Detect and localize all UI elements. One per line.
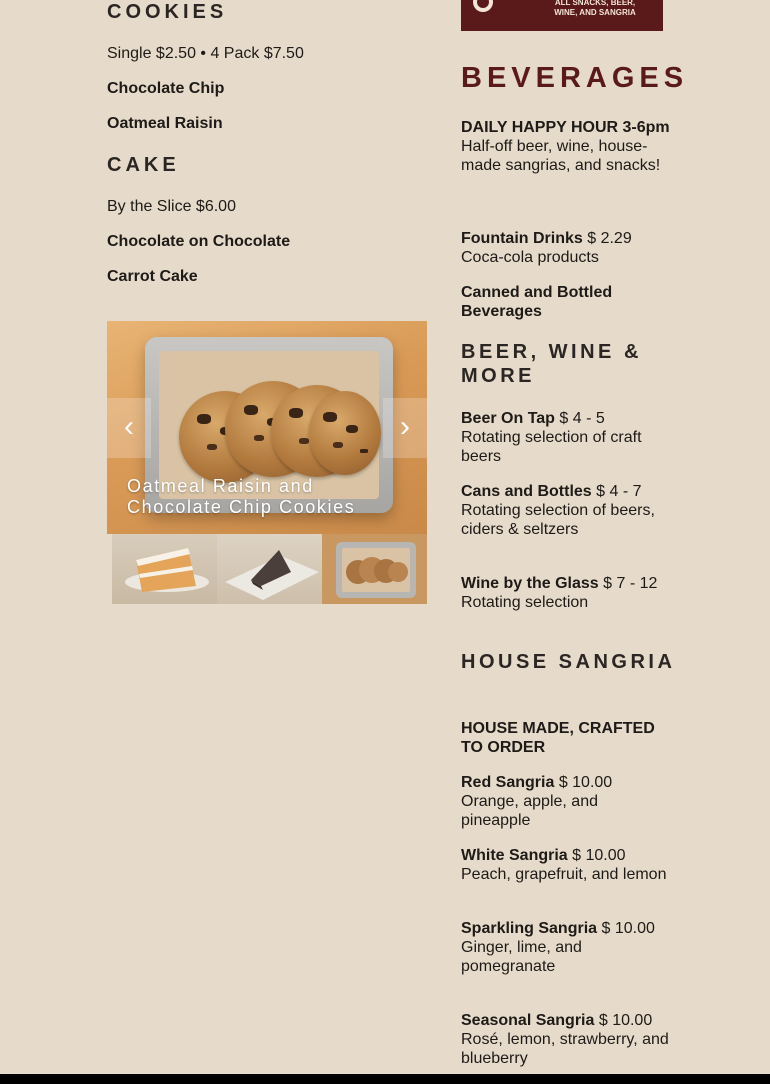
item-name: Beer On Tap	[461, 410, 555, 427]
item-desc: Rotating selection of craft beers	[461, 429, 642, 465]
menu-item-sparkling-sangria	[461, 919, 671, 976]
item-desc: Orange, apple, and pineapple	[461, 793, 598, 829]
item-desc: Ginger, lime, and pomegranate	[461, 939, 582, 975]
item-desc: Rotating selection of beers, ciders & seltzers	[461, 502, 655, 538]
menu-item-wine-glass	[461, 574, 671, 612]
thumbnail-cookies[interactable]	[322, 534, 427, 604]
happy-hour-desc: Half-off beer, wine, house-made sangrias, and snacks!	[461, 138, 661, 174]
promo-text: ALL SNACKS, BEER, WINE, AND SANGRIA	[554, 0, 636, 17]
chevron-left-icon: ‹	[124, 410, 134, 443]
sangria-subheading-text: HOUSE MADE, CRAFTED TO ORDER	[461, 720, 655, 756]
cake-heading: CAKE	[107, 154, 180, 176]
item-name: Seasonal Sangria	[461, 1012, 595, 1029]
item-desc: Rotating selection	[461, 594, 589, 611]
item-price: $ 4 - 5	[559, 410, 605, 427]
menu-item-canned-bottled	[461, 283, 671, 321]
cow-logo-icon	[469, 0, 497, 20]
item-price: $ 10.00	[601, 920, 655, 937]
menu-item-white-sangria	[461, 846, 671, 884]
happy-hour-title: DAILY HAPPY HOUR 3-6pm	[461, 119, 670, 136]
beer-wine-heading: BEER, WINE & MORE	[461, 341, 642, 387]
thumbnail-chocolate-cake[interactable]	[217, 534, 322, 604]
item-desc: Rosé, lemon, strawberry, and blueberry	[461, 1031, 669, 1067]
item-name: Cans and Bottles	[461, 483, 592, 500]
item-desc: Peach, grapefruit, and lemon	[461, 866, 667, 883]
item-name: Fountain Drinks	[461, 230, 583, 247]
menu-item-oatmeal-raisin: Oatmeal Raisin	[107, 115, 223, 132]
item-price: $ 7 - 12	[603, 575, 658, 592]
item-name: Canned and Bottled Beverages	[461, 284, 613, 320]
sangria-heading: HOUSE SANGRIA	[461, 651, 676, 673]
happy-hour-promo-banner	[461, 0, 663, 31]
menu-item-beer-on-tap	[461, 409, 671, 466]
menu-item-red-sangria	[461, 773, 671, 830]
item-price: $ 10.00	[558, 774, 613, 791]
item-price: $ 10.00	[572, 847, 626, 864]
carousel-prev-button[interactable]	[107, 398, 151, 458]
item-price: $ 10.00	[598, 1012, 653, 1029]
carousel-caption: Oatmeal Raisin and Chocolate Chip Cookies	[127, 476, 356, 517]
menu-item-cans-bottles	[461, 482, 671, 539]
sangria-subheading	[461, 719, 671, 757]
item-desc: Coca-cola products	[461, 249, 599, 266]
menu-item-carrot-cake: Carrot Cake	[107, 268, 198, 285]
image-carousel	[107, 321, 427, 534]
item-price: $ 4 - 7	[596, 483, 642, 500]
beverages-heading: BEVERAGES	[461, 62, 689, 94]
item-name: Wine by the Glass	[461, 575, 599, 592]
item-price: $ 2.29	[587, 230, 632, 247]
menu-item-chocolate-chip: Chocolate Chip	[107, 80, 225, 97]
carousel-next-button[interactable]	[383, 398, 427, 458]
thumbnail-carrot-cake[interactable]	[112, 534, 217, 604]
menu-item-chocolate-cake: Chocolate on Chocolate	[107, 233, 291, 250]
carousel-thumbnails	[112, 534, 427, 604]
menu-item-seasonal-sangria	[461, 1011, 671, 1068]
item-name: Red Sangria	[461, 774, 555, 791]
item-name: White Sangria	[461, 847, 568, 864]
cookies-pricing: Single $2.50 • 4 Pack $7.50	[107, 45, 304, 62]
cookies-heading: COOKIES	[107, 1, 228, 23]
cake-pricing: By the Slice $6.00	[107, 198, 236, 215]
bottom-bar	[0, 1074, 770, 1084]
happy-hour-block	[461, 118, 671, 175]
chevron-right-icon: ›	[400, 410, 410, 443]
menu-item-fountain-drinks	[461, 229, 671, 267]
item-name: Sparkling Sangria	[461, 920, 598, 937]
